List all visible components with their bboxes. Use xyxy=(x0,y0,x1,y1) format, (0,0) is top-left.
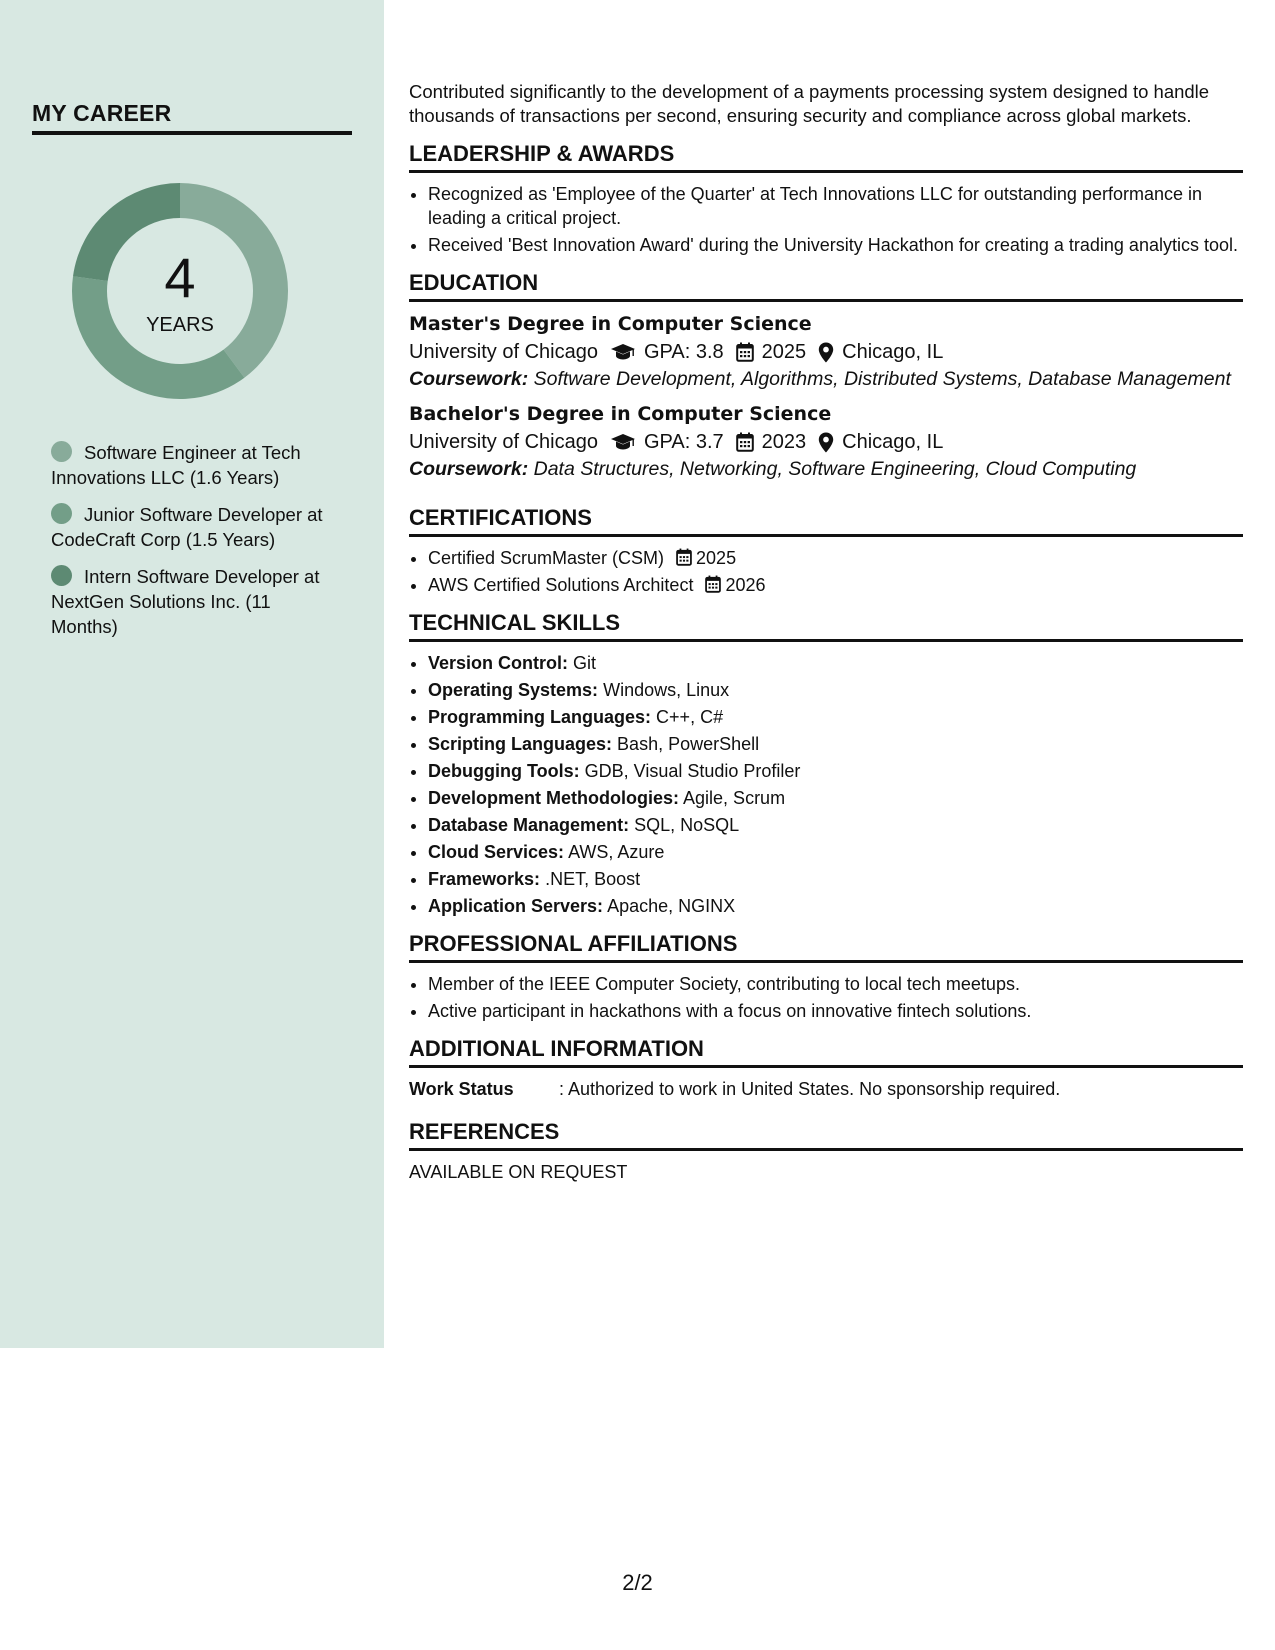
degree-meta xyxy=(409,337,1243,367)
cert-year: 2025 xyxy=(696,548,737,568)
cert-name: AWS Certified Solutions Architect xyxy=(428,575,694,595)
skill-item xyxy=(428,840,1243,864)
career-total xyxy=(62,173,298,409)
skill-label: Programming Languages: xyxy=(428,707,652,727)
skill-item xyxy=(428,732,1243,756)
school-location: Chicago, IL xyxy=(842,341,944,363)
skill-label: Debugging Tools: xyxy=(428,761,580,781)
location-pin-icon xyxy=(818,342,834,363)
career-title: MY CAREER xyxy=(32,100,352,135)
legend-label: Junior Software Developer at CodeCraft Corp (1.5 Years) xyxy=(51,504,323,550)
certifications-section xyxy=(409,505,1243,597)
list-item: • Active participant in hackathons with a focus on innovative fintech solutions. xyxy=(428,999,1243,1023)
list-item xyxy=(428,546,1243,570)
career-legend xyxy=(51,440,341,651)
work-status-value: : Authorized to work in United States. No sponsorship required. xyxy=(559,1079,1061,1099)
skill-item xyxy=(428,678,1243,702)
experience-continuation: Contributed significantly to the development of a payments processing system designed to handle thousands of transactions per second, ensuring security and compliance across global markets. xyxy=(409,81,1210,126)
skill-label: Application Servers: xyxy=(428,896,604,916)
skill-item xyxy=(428,759,1243,783)
career-total-number: 4 xyxy=(164,245,196,309)
coursework-label: Coursework: xyxy=(409,368,529,390)
skills-list xyxy=(409,651,1243,918)
skill-item xyxy=(428,894,1243,918)
section-title: CERTIFICATIONS xyxy=(409,505,1243,537)
cert-year: 2026 xyxy=(725,575,766,595)
degree-title: Master's Degree in Computer Science xyxy=(409,313,812,335)
legend-label: Software Engineer at Tech Innovations LLC (1.6 Years) xyxy=(51,442,301,488)
coursework xyxy=(409,457,1243,481)
calendar-icon xyxy=(676,548,692,566)
skill-label: Scripting Languages: xyxy=(428,734,613,754)
legend-dot xyxy=(51,565,72,586)
skill-value: .NET, Boost xyxy=(545,869,641,889)
school-name: University of Chicago xyxy=(409,431,598,453)
coursework-label: Coursework: xyxy=(409,458,529,480)
skill-value: C++, C# xyxy=(656,707,724,727)
list-item: • Recognized as 'Employee of the Quarter' at Tech Innovations LLC for outstanding performance in leading a critical project. xyxy=(428,182,1243,230)
degree-title: Bachelor's Degree in Computer Science xyxy=(409,403,832,425)
skill-item xyxy=(428,651,1243,675)
school-location: Chicago, IL xyxy=(842,431,944,453)
skill-label: Frameworks: xyxy=(428,869,541,889)
page-number: 2/2 xyxy=(622,1570,653,1595)
gpa: GPA: 3.8 xyxy=(643,341,724,363)
skill-label: Version Control: xyxy=(428,653,569,673)
list-item xyxy=(428,573,1243,597)
degree-entry xyxy=(409,311,1243,391)
work-status-row xyxy=(409,1077,1243,1101)
cert-name: Certified ScrumMaster (CSM) xyxy=(428,548,665,568)
section-title: REFERENCES xyxy=(409,1119,1243,1151)
graduation-cap-icon xyxy=(610,343,636,361)
skill-value: SQL, NoSQL xyxy=(634,815,740,835)
certifications-list xyxy=(409,546,1243,597)
legend-dot xyxy=(51,441,72,462)
list-item: • Received 'Best Innovation Award' during the University Hackathon for creating a trading analytics tool. xyxy=(428,233,1243,257)
legend-dot xyxy=(51,503,72,524)
skill-item xyxy=(428,786,1243,810)
coursework xyxy=(409,367,1243,391)
legend-item xyxy=(51,564,341,639)
degree-meta xyxy=(409,427,1243,457)
legend-label: Intern Software Developer at NextGen Solutions Inc. (11 Months) xyxy=(51,566,320,637)
section-title: PROFESSIONAL AFFILIATIONS xyxy=(409,931,1243,963)
coursework-list: Data Structures, Networking, Software Engineering, Cloud Computing xyxy=(533,458,1137,480)
skill-value: Bash, PowerShell xyxy=(617,734,760,754)
graduation-year: 2023 xyxy=(761,431,807,453)
legend-item xyxy=(51,502,341,552)
graduation-year: 2025 xyxy=(761,341,807,363)
work-status-label: Work Status xyxy=(409,1079,514,1099)
calendar-icon xyxy=(705,575,721,593)
skill-label: Operating Systems: xyxy=(428,680,599,700)
calendar-icon xyxy=(736,432,754,452)
legend-item xyxy=(51,440,341,490)
skill-value: Git xyxy=(573,653,597,673)
skill-value: Windows, Linux xyxy=(603,680,730,700)
skills-section xyxy=(409,610,1243,918)
career-total-unit: YEARS xyxy=(146,313,214,336)
coursework-list: Software Development, Algorithms, Distributed Systems, Database Management xyxy=(533,368,1231,390)
calendar-icon xyxy=(736,342,754,362)
skill-value: Apache, NGINX xyxy=(607,896,736,916)
skill-item xyxy=(428,705,1243,729)
education-section xyxy=(409,270,1243,481)
references-section xyxy=(409,1119,1243,1184)
graduation-cap-icon xyxy=(610,433,636,451)
affiliations-section xyxy=(409,931,1243,1023)
section-title: TECHNICAL SKILLS xyxy=(409,610,1243,642)
section-title: ADDITIONAL INFORMATION xyxy=(409,1036,1243,1068)
additional-info-section xyxy=(409,1036,1243,1101)
section-title: LEADERSHIP & AWARDS xyxy=(409,141,1243,173)
leadership-section xyxy=(409,141,1243,257)
degree-entry xyxy=(409,401,1243,481)
references-text: AVAILABLE ON REQUEST xyxy=(409,1162,628,1182)
gpa: GPA: 3.7 xyxy=(643,431,724,453)
skill-value: AWS, Azure xyxy=(568,842,665,862)
affiliations-list xyxy=(409,972,1243,1023)
skill-value: Agile, Scrum xyxy=(683,788,786,808)
skill-item xyxy=(428,867,1243,891)
leadership-list xyxy=(409,182,1243,257)
resume-main xyxy=(409,80,1243,1184)
list-item: • Member of the IEEE Computer Society, contributing to local tech meetups. xyxy=(428,972,1243,996)
school-name: University of Chicago xyxy=(409,341,598,363)
career-sidebar xyxy=(0,0,384,1348)
skill-label: Database Management: xyxy=(428,815,630,835)
skill-item xyxy=(428,813,1243,837)
skill-label: Development Methodologies: xyxy=(428,788,680,808)
section-title: EDUCATION xyxy=(409,270,1243,302)
location-pin-icon xyxy=(818,432,834,453)
skill-label: Cloud Services: xyxy=(428,842,565,862)
skill-value: GDB, Visual Studio Profiler xyxy=(584,761,801,781)
